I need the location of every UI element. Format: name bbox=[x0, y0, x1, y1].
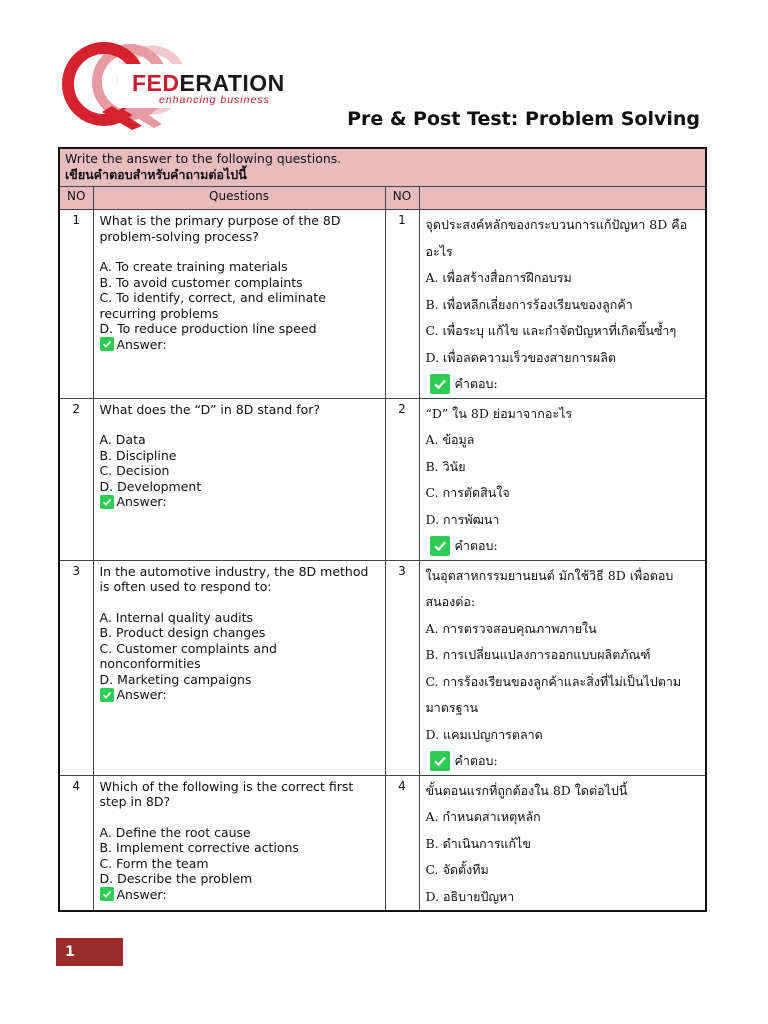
question-thai-cell bbox=[419, 560, 706, 775]
header-no-thai: NO bbox=[385, 187, 419, 210]
option-english: C. To identify, correct, and eliminate recurring problems bbox=[99, 290, 326, 321]
logo-wordmark-fed: FED bbox=[132, 70, 180, 96]
answer-field-english[interactable]: Answer: bbox=[116, 336, 167, 352]
option-thai: B. วินัย bbox=[425, 458, 466, 474]
table-row bbox=[59, 775, 706, 911]
answer-field-english[interactable]: Answer: bbox=[116, 687, 167, 702]
option-thai: B. ดำเนินการแก้ไข bbox=[425, 835, 531, 851]
option-english: B. Implement corrective actions bbox=[99, 840, 299, 855]
option-thai: C. การตัดสินใจ bbox=[425, 485, 510, 500]
check-icon bbox=[100, 887, 114, 901]
option-thai: A. เพื่อสร้างสื่อการฝึกอบรม bbox=[425, 270, 572, 285]
option-thai: D. แคมเปญการตลาด bbox=[425, 726, 543, 742]
option-thai: D. อธิบายปัญหา bbox=[425, 888, 515, 904]
header-blank bbox=[419, 187, 706, 210]
option-thai: A. การตรวจสอบคุณภาพภายใน bbox=[425, 620, 597, 636]
answer-field-english[interactable]: Answer: bbox=[116, 886, 167, 902]
question-number-thai: 1 bbox=[385, 210, 419, 399]
page-number: 1 bbox=[56, 938, 123, 966]
option-english: C. Decision bbox=[99, 463, 170, 478]
header-questions: Questions bbox=[93, 187, 385, 210]
instruction-row bbox=[59, 148, 706, 187]
question-rows bbox=[59, 210, 706, 912]
option-english: D. Marketing campaigns bbox=[99, 671, 252, 687]
option-english: D. To reduce production line speed bbox=[99, 321, 317, 336]
question-number-thai: 3 bbox=[385, 560, 419, 775]
question-number-thai: 2 bbox=[385, 398, 419, 560]
question-english-text: What does the “D” in 8D stand for? bbox=[99, 401, 321, 417]
question-number: 3 bbox=[59, 560, 93, 775]
answer-thai bbox=[426, 533, 701, 560]
table-row bbox=[59, 210, 706, 399]
answer-field-english[interactable]: Answer: bbox=[116, 494, 167, 509]
option-english: C. Customer complaints and nonconformities bbox=[99, 640, 277, 671]
option-english: A. Data bbox=[99, 432, 146, 447]
question-thai-text: จุดประสงค์หลักของกระบวนการแก้ปัญหา 8D คืออะไร bbox=[425, 217, 688, 259]
option-english: B. Discipline bbox=[99, 447, 177, 463]
option-english: A. Internal quality audits bbox=[99, 609, 254, 625]
table-row bbox=[59, 560, 706, 775]
check-icon bbox=[100, 495, 114, 509]
option-english: A. To create training materials bbox=[99, 259, 288, 274]
answer-english bbox=[100, 687, 380, 703]
logo-wordmark-rest: ERATION bbox=[179, 70, 285, 96]
question-thai-text: ขั้นตอนแรกที่ถูกต้องใน 8D ใดต่อไปนี้ bbox=[425, 782, 628, 798]
option-thai: A. กำหนดสาเหตุหลัก bbox=[425, 809, 541, 824]
logo-tagline: enhancing business bbox=[159, 94, 270, 106]
question-number: 2 bbox=[59, 398, 93, 560]
instruction-english: Write the answer to the following questions. bbox=[65, 151, 342, 166]
question-number: 1 bbox=[59, 210, 93, 399]
option-english: A. Define the root cause bbox=[99, 824, 251, 840]
table-row bbox=[59, 398, 706, 560]
option-thai: C. เพื่อระบุ แก้ไข และกำจัดปัญหาที่เกิดขึ้นซ้ำๆ bbox=[425, 323, 677, 338]
instruction-thai: เขียนคำตอบสำหรับคำถามต่อไปนี้ bbox=[65, 167, 247, 182]
question-english-cell bbox=[93, 775, 385, 911]
answer-english bbox=[100, 887, 380, 903]
option-thai: C. จัดตั้งทีม bbox=[425, 862, 489, 877]
question-english-text: What is the primary purpose of the 8D problem-solving process? bbox=[99, 213, 341, 244]
check-icon bbox=[100, 337, 114, 351]
instruction-cell bbox=[59, 148, 706, 187]
option-thai: A. ข้อมูล bbox=[425, 432, 475, 447]
question-thai-text: ในอุตสาหกรรมยานยนต์ มักใช้วิธี 8D เพื่อตอบสนองต่อ: bbox=[425, 567, 674, 609]
question-thai-cell bbox=[419, 775, 706, 911]
check-icon bbox=[100, 688, 114, 702]
answer-field-thai[interactable]: คำตอบ: bbox=[454, 376, 498, 391]
question-english-text: Which of the following is the correct first step in 8D? bbox=[99, 778, 354, 809]
question-number: 4 bbox=[59, 775, 93, 911]
answer-english bbox=[100, 494, 380, 510]
option-english: D. Development bbox=[99, 478, 202, 494]
option-thai: C. การร้องเรียนของลูกค้าและสิ่งที่ไม่เป็นไปตามมาตรฐาน bbox=[425, 673, 682, 715]
answer-field-thai[interactable]: คำตอบ: bbox=[454, 538, 498, 553]
logo-wordmark bbox=[132, 70, 285, 97]
answer-english bbox=[100, 337, 380, 353]
check-icon bbox=[430, 374, 450, 394]
option-thai: D. เพื่อลดความเร็วของสายการผลิต bbox=[425, 349, 616, 365]
answer-thai bbox=[426, 748, 701, 775]
question-english-cell bbox=[93, 560, 385, 775]
answer-thai bbox=[426, 371, 701, 398]
federation-logo bbox=[62, 40, 302, 132]
header-no: NO bbox=[59, 187, 93, 210]
option-english: C. Form the team bbox=[99, 855, 209, 871]
question-table bbox=[58, 147, 707, 912]
check-icon bbox=[430, 751, 450, 771]
check-icon bbox=[430, 536, 450, 556]
answer-field-thai[interactable]: คำตอบ: bbox=[454, 753, 498, 768]
option-english: B. To avoid customer complaints bbox=[99, 274, 303, 290]
option-thai: B. เพื่อหลีกเลี่ยงการร้องเรียนของลูกค้า bbox=[425, 296, 633, 312]
option-thai: D. การพัฒนา bbox=[425, 511, 500, 527]
option-english: B. Product design changes bbox=[99, 625, 266, 640]
question-english-text: In the automotive industry, the 8D method is often used to respond to: bbox=[99, 563, 369, 594]
question-english-cell bbox=[93, 398, 385, 560]
option-english: D. Describe the problem bbox=[99, 871, 253, 886]
question-english-cell bbox=[93, 210, 385, 399]
option-thai: B. การเปลี่ยนแปลงการออกแบบผลิตภัณฑ์ bbox=[425, 647, 651, 662]
question-number-thai: 4 bbox=[385, 775, 419, 911]
question-thai-text: “D” ใน 8D ย่อมาจากอะไร bbox=[425, 405, 573, 421]
table-header-row bbox=[59, 187, 706, 210]
question-thai-cell bbox=[419, 398, 706, 560]
question-thai-cell bbox=[419, 210, 706, 399]
page-title: Pre & Post Test: Problem Solving bbox=[347, 108, 700, 130]
